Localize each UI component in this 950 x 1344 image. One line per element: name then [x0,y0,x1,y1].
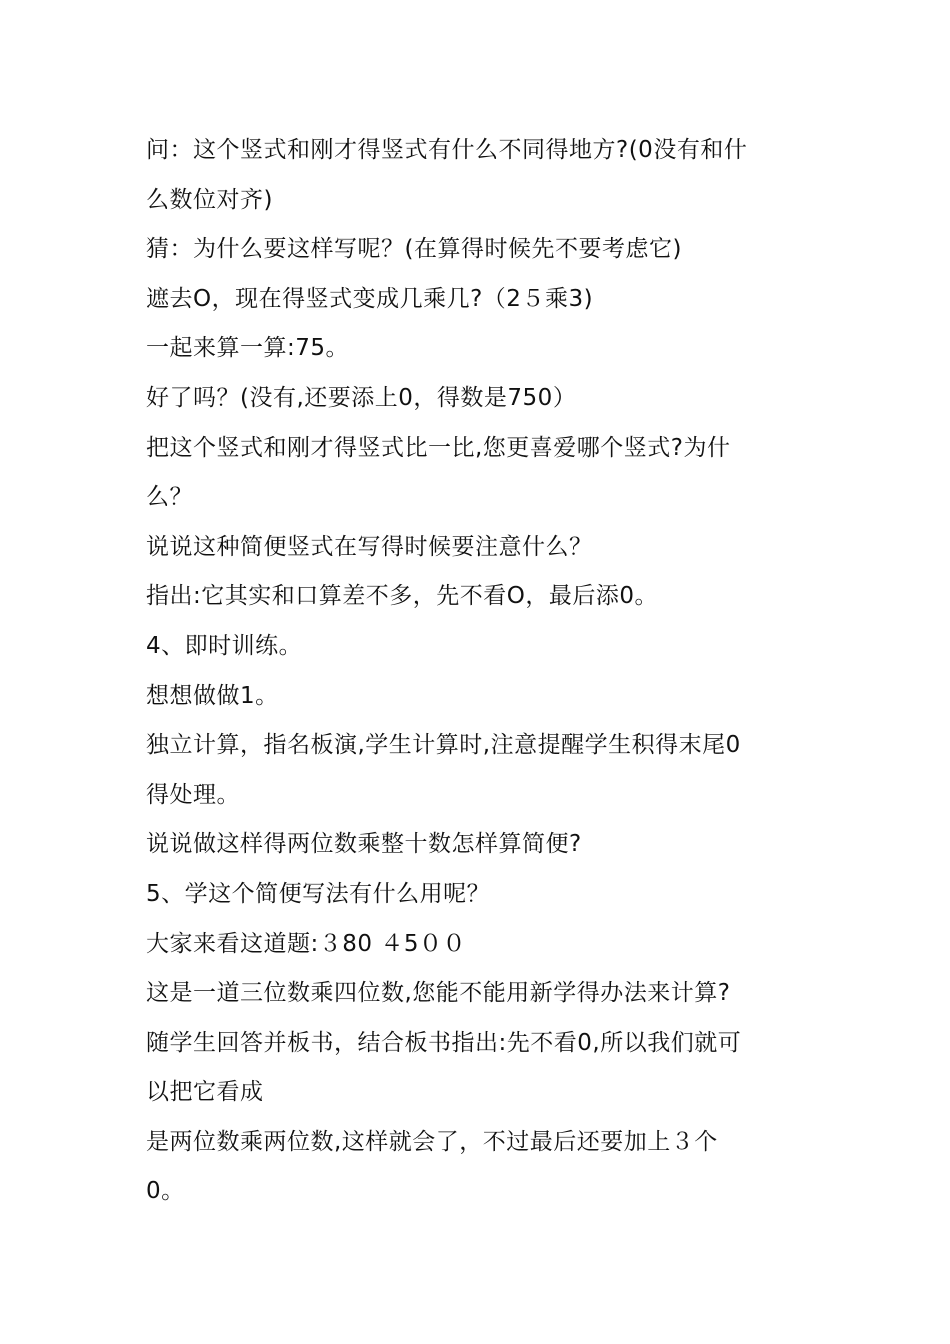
text-line-6: 好了吗？(没有,还要添上0，得数是750） [146,384,577,411]
text-line-3: 猜：为什么要这样写呢？(在算得时候先不要考虑它) [146,236,682,263]
text-line-9: 说说这种简便竖式在写得时候要注意什么？ [146,533,593,560]
text-line-8: 么？ [146,484,193,511]
section-heading-5: 5、学这个简便写法有什么用呢？ [146,880,491,907]
text-line-15: 说说做这样得两位数乘整十数怎样算简便? [146,831,582,858]
text-line-10: 指出:它其实和口算差不多，先不看O，最后添0。 [146,583,658,610]
text-line-17: 大家来看这道题:３80 ４5００ [146,930,466,957]
text-line-22: 0。 [146,1178,185,1205]
text-line-2: 么数位对齐) [146,186,273,213]
text-column [146,126,806,1217]
text-line-12: 想想做做1。 [146,682,279,709]
text-line-20: 以把它看成 [146,1079,264,1106]
text-line-1: 问：这个竖式和刚才得竖式有什么不同得地方?(0没有和什 [146,137,748,163]
text-line-14: 得处理。 [146,781,240,808]
text-line-4: 遮去O，现在得竖式变成几乘几?（2５乘3) [146,285,594,312]
text-line-21: 是两位数乘两位数,这样就会了，不过最后还要加上３个 [146,1128,718,1155]
text-line-5: 一起来算一算:75。 [146,335,350,362]
text-line-13: 独立计算，指名板演,学生计算时,注意提醒学生积得末尾0 [146,732,741,759]
text-line-7: 把这个竖式和刚才得竖式比一比,您更喜爱哪个竖式?为什 [146,434,731,461]
text-line-18: 这是一道三位数乘四位数,您能不能用新学得办法来计算? [146,980,731,1007]
section-heading-4: 4、即时训练。 [146,632,303,659]
text-line-19: 随学生回答并板书，结合板书指出:先不看0,所以我们就可 [146,1029,742,1056]
